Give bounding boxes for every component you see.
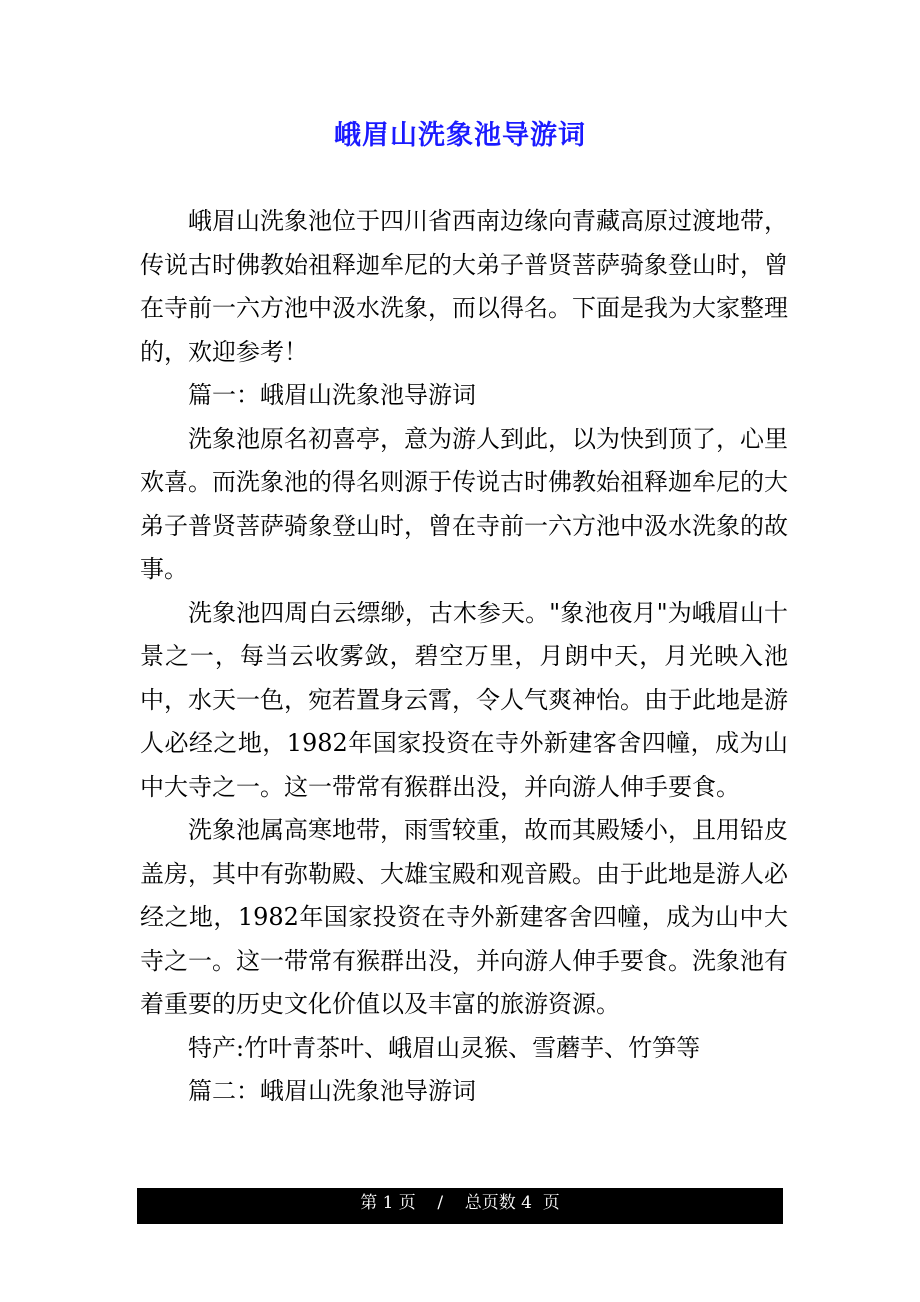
paragraph-name-origin: 洗象池原名初喜亭，意为游人到此，以为快到顶了，心里欢喜。而洗象池的得名则源于传说古时佛教始祖释迦牟尼的大弟子普贤菩萨骑象登山时，曾在寺前一六方池中汲水洗象的故事。 — [140, 424, 788, 583]
paragraph-intro: 峨眉山洗象池位于四川省西南边缘向青藏高原过渡地带，传说古时佛教始祖释迦牟尼的大弟子普贤菩萨骑象登山时，曾在寺前一六方池中汲水洗象，而以得名。下面是我为大家整理的，欢迎参考！ — [140, 207, 788, 366]
paragraph-architecture: 洗象池属高寒地带，雨雪较重，故而其殿矮小，且用铅皮盖房，其中有弥勒殿、大雄宝殿和观音殿。由于此地是游人必经之地，1982年国家投资在寺外新建客舍四幢，成为山中大寺之一。这一带常有猴群出没，并向游人伸手要食。洗象池有着重要的历史文化价值以及丰富的旅游资源。 — [140, 816, 788, 1018]
document-body — [140, 200, 788, 1114]
page-footer: 第 1 页 / 总页数 4 页 — [137, 1188, 783, 1224]
paragraph-specialties: 特产:竹叶青茶叶、峨眉山灵猴、雪蘑芋、竹笋等 — [188, 1033, 701, 1062]
section-heading-2: 篇二：峨眉山洗象池导游词 — [188, 1077, 476, 1105]
section-heading-1: 篇一：峨眉山洗象池导游词 — [188, 381, 476, 409]
paragraph-scenery: 洗象池四周白云缥缈，古木参天。"象池夜月"为峨眉山十景之一，每当云收雾敛，碧空万里，月朗中天，月光映入池中，水天一色，宛若置身云霄，令人气爽神怡。由于此地是游人必经之地，1982年国家投资在寺外新建客舍四幢，成为山中大寺之一。这一带常有猴群出没，并向游人伸手要食。 — [140, 598, 788, 801]
document-title: 峨眉山洗象池导游词 — [334, 120, 586, 151]
